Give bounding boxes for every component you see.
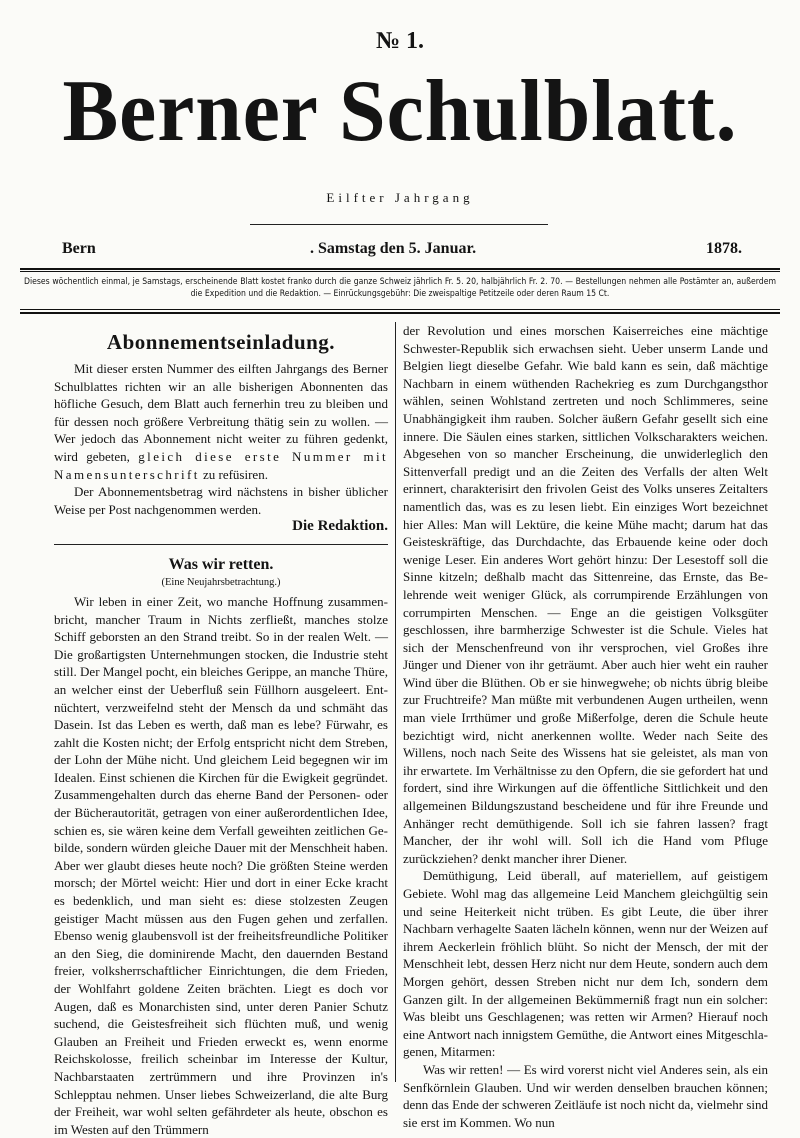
invitation-paragraph — [54, 360, 388, 483]
article-paragraph-right-3: Was wir retten! — Es wird vorerst nicht viel Anderes sein, als ein Senfkörnlein Glauben. Und wir werden denselben brauchen können; denn das Ende der schweren Zeitläufe ist noch nicht da, vielmehr sind sie erst im Kommen. Wo nun — [403, 1061, 768, 1130]
column-divider — [395, 322, 396, 1082]
issue-number: № 1. — [375, 28, 425, 54]
invitation-text-spaced: gleich diese erste Nummer mit Namensunterschrift — [54, 448, 388, 482]
invitation-heading: Abonnementseinladung. — [106, 330, 336, 354]
invitation-text-a: Mit dieser ersten Nummer des eilften Jahrgangs des Berner Schulblattes richten wir an alle bisherigen Abonnenten das höfliche Gesuch, dem Blatt auch fernerhin treu zu bleiben und für dessen noch größere Verbreitung thätig sein zu wollen. — Wer jedoch das Abonnement nicht weiter zu führen gedenkt, wird gebeten, — [54, 361, 388, 464]
header-rule-top — [20, 268, 780, 270]
article-paragraph-left: Wir leben in einer Zeit, wo manche Hoffnung zusammenbricht, mancher Traum in Nichts zerfließt, manches stolze Schiff geborsten an den Strand treibt. So in der realen Welt. — Die großartigsten Unternehmungen stocken, die Industrie steht still. Der Mangel pocht, ein bleiches Gerippe, an manche Thüre, an welcher einst der Ueberfluß sein Füllhorn ausgeleert. Entnüchtert, verzweifelnd steht der Mensch da und schmäht das Dasein. Ist das Leben es werth, daß man es lebe? Fürwahr, es zahlt die Kosten nicht; der Erfolg entspricht nicht dem Streben, der Lohn der Mühe nicht. Und gleichem Leid begegnen wir im Idealen. Einst schienen die Kirchen für die Ewigkeit gegründet. Zusammengehalten durch das eherne Band der Personen- oder der Bücherautorität, getragen von einer außerordentlichen Idee, schien es, sie wären keine dem Verfall geweihten zeitlichen Gebilde, sondern würden gleiche Dauer mit der Menschheit haben. Aber wer glaubt dieses heute noch? Die größten Steine werden morsch; der Mörtel weicht: Hier und dort in einer Ecke kracht es bedenklich, und man sieht es: diese stolzesten Zeugen geistiger Macht müssen aus den Fugen gehen und zerfallen. Ebenso wenig glaubensvoll ist der freiheitsfreundliche Politiker an den Sieg, die dominirende Macht, den dauernden Bestand freier, volksherrschaftlicher Einrichtungen, die dem Frieden, der Wohlfahrt goldene Zeiten brächten. Liegt es doch vor Augen, daß es Monarchisten sind, unter deren Panier Schutz suchend, die Geistesfreiheit sich flüchten muß, und wenig Glauben an Freiheit und Frieden erweckt es, wenn enorme Reichskolosse, freilich scheinbar im Interesse der Kultur, Nachbarstaaten zertrümmern und ihre Provinzen in's Schlepptau nehmen. Unser liebes Schweizerland, die alte Burg der Freiheit, war wohl selten gefährdeter als heute, obschon es im Westen auf den Trümmern — [54, 593, 388, 1137]
header-rule-bottom-thin — [20, 309, 780, 310]
subscription-notice: Dieses wöchentlich einmal, je Samstags, erscheinende Blatt kostet franko durch die ganze Schweiz jährlich Fr. 5. 20, halbjährlich Fr. 2. 70. — Bestellungen nehmen alle Postämter an, außerdem die Expedition und die Redaktion. — Einrückungsgebühr: Die zweispaltige Petitzeile oder deren Raum 15 Ct. — [24, 277, 776, 299]
dateline — [62, 240, 742, 262]
issue-year: 1878. — [706, 240, 742, 257]
header-rule-bottom — [20, 312, 780, 314]
invitation-paragraph-2: Der Abonnementsbetrag wird nächstens in bisher üblicher Weise per Post nachgenommen werden. — [54, 484, 388, 517]
article-heading: Was wir retten. — [168, 555, 274, 573]
right-column — [403, 322, 768, 1131]
invitation-text-b: zu refüsiren. — [202, 466, 268, 482]
section-rule — [54, 544, 388, 545]
issue-date: . Samstag den 5. Januar. — [310, 240, 477, 257]
header-rule-top-thin — [20, 271, 780, 272]
article-paragraph-right-2: Demüthigung, Leid überall, auf materiellem, auf geistigem Gebiete. Wohl mag das allgemeine Leid Manchem gleichgültig sein und seine Heiterkeit nicht trüben. Es gibt Leute, die über ihrer Nachbarn verhagelte Saaten lächeln können, wenn nur der Weizen auf ihrem Aeckerlein fröhlich blüht. So nicht der Mensch, der mit der Menschheit lebt, dessen Herz nicht nur dem Heute, sondern auch dem Morgen gehört, dessen Streben nicht nur dem Ich, sondern dem Ganzen gilt. In der allgemeinen Bekümmerniß fragt nun ein solcher: Was bleibt uns Geschlagenen; was retten wir Armen? Hierauf noch eine Antwort nach innigstem Gemüthe, die Antwort eines Mitgeschlagenen, Mitarmen: — [403, 868, 768, 1060]
volume-rule — [250, 224, 548, 225]
place: Bern — [62, 240, 96, 257]
article-subheading: (Eine Neujahrsbetrachtung.) — [161, 576, 281, 588]
newspaper-title: Berner Schulblatt. — [62, 63, 738, 160]
article-paragraph-right-1: der Revolution und eines morschen Kaiserreiches eine mächtige Schwester-Republik sich erwachsen sieht. Ueber unserm Lande und Belgien liegt dieselbe Gefahr. Wie bald kann es sein, daß mächtige Nachbarn in einem wüthenden Rachekrieg es zum Durchgangsthor wählen, seinen Wohlstand zertreten und noch Schlimmeres, seine Unabhängigkeit ihm rauben. Solcher äußern Gefahr gesellt sich eine innere. Die Säulen eines starken, sittlichen Volkscharakters weichen. Abgesehen von so mancher Erscheinung, die unwiderleglich den Sittenverfall predigt und an die Zeiten des Verfalls der alten Welt erinnert, charakterisirt den frivolen Geist des Volks unseres Zeitalters namentlich das, was es zu lesen liebt. Ein einziges Wort bezeichnet hier Alles: Man will Lektüre, die keine Mühe macht; darum hat das Geisteskräftige, das Durchdachte, das Erbauende keine oder doch wenige Leser. Ein anderes Wort gehört hinzu: Der Lesestoff soll die Sinne kitzeln; deßhalb macht das Sittenreine, das Ernste, das Belehrende weit weniger Glück, als corrumpirende Erzählungen von corrumpirten Menschen. — Enge an die geistigen Volksgüter geschlossen, ihre barmherzige Schwester ist die Schule. Vieles hat sich der Menschenfreund von ihr versprochen, viel Großes ihre Jünger und Diener von ihr geträumt. Aber auch hier weht ein rauher Wind über die Blüthen. Ob er sie hinwegwehe; ob nichts übrig bleibe zur Fruchtreife? Man müßte mit verbundenen Augen urtheilen, wenn man viele Irrthümer und große Mißerfolge, deren die Schule heute bezichtigt wird, nicht anerkennen wollte. Weder nach Seite des Willens, noch nach Seite des Wissens hat sie geleistet, als man von ihr erwartete. Im Verhältnisse zu den Opfern, die sie gefordert hat und fordert, sind ihre Wirkungen auf die öffentliche Sittlichkeit und den allgemeinen Bildungszustand bescheidene und für ihre Freunde und Anhänger recht demüthigende. Soll ich sie fahren lassen? fragt Mancher, der ihr wohl will. Soll ich die Hand vom Pfluge zurückziehen? denkt mancher ihrer Diener. — [403, 323, 768, 866]
volume-line: Eilfter Jahrgang — [326, 190, 474, 205]
left-column — [54, 322, 388, 1138]
editor-signature: Die Redaktion. — [292, 518, 388, 535]
